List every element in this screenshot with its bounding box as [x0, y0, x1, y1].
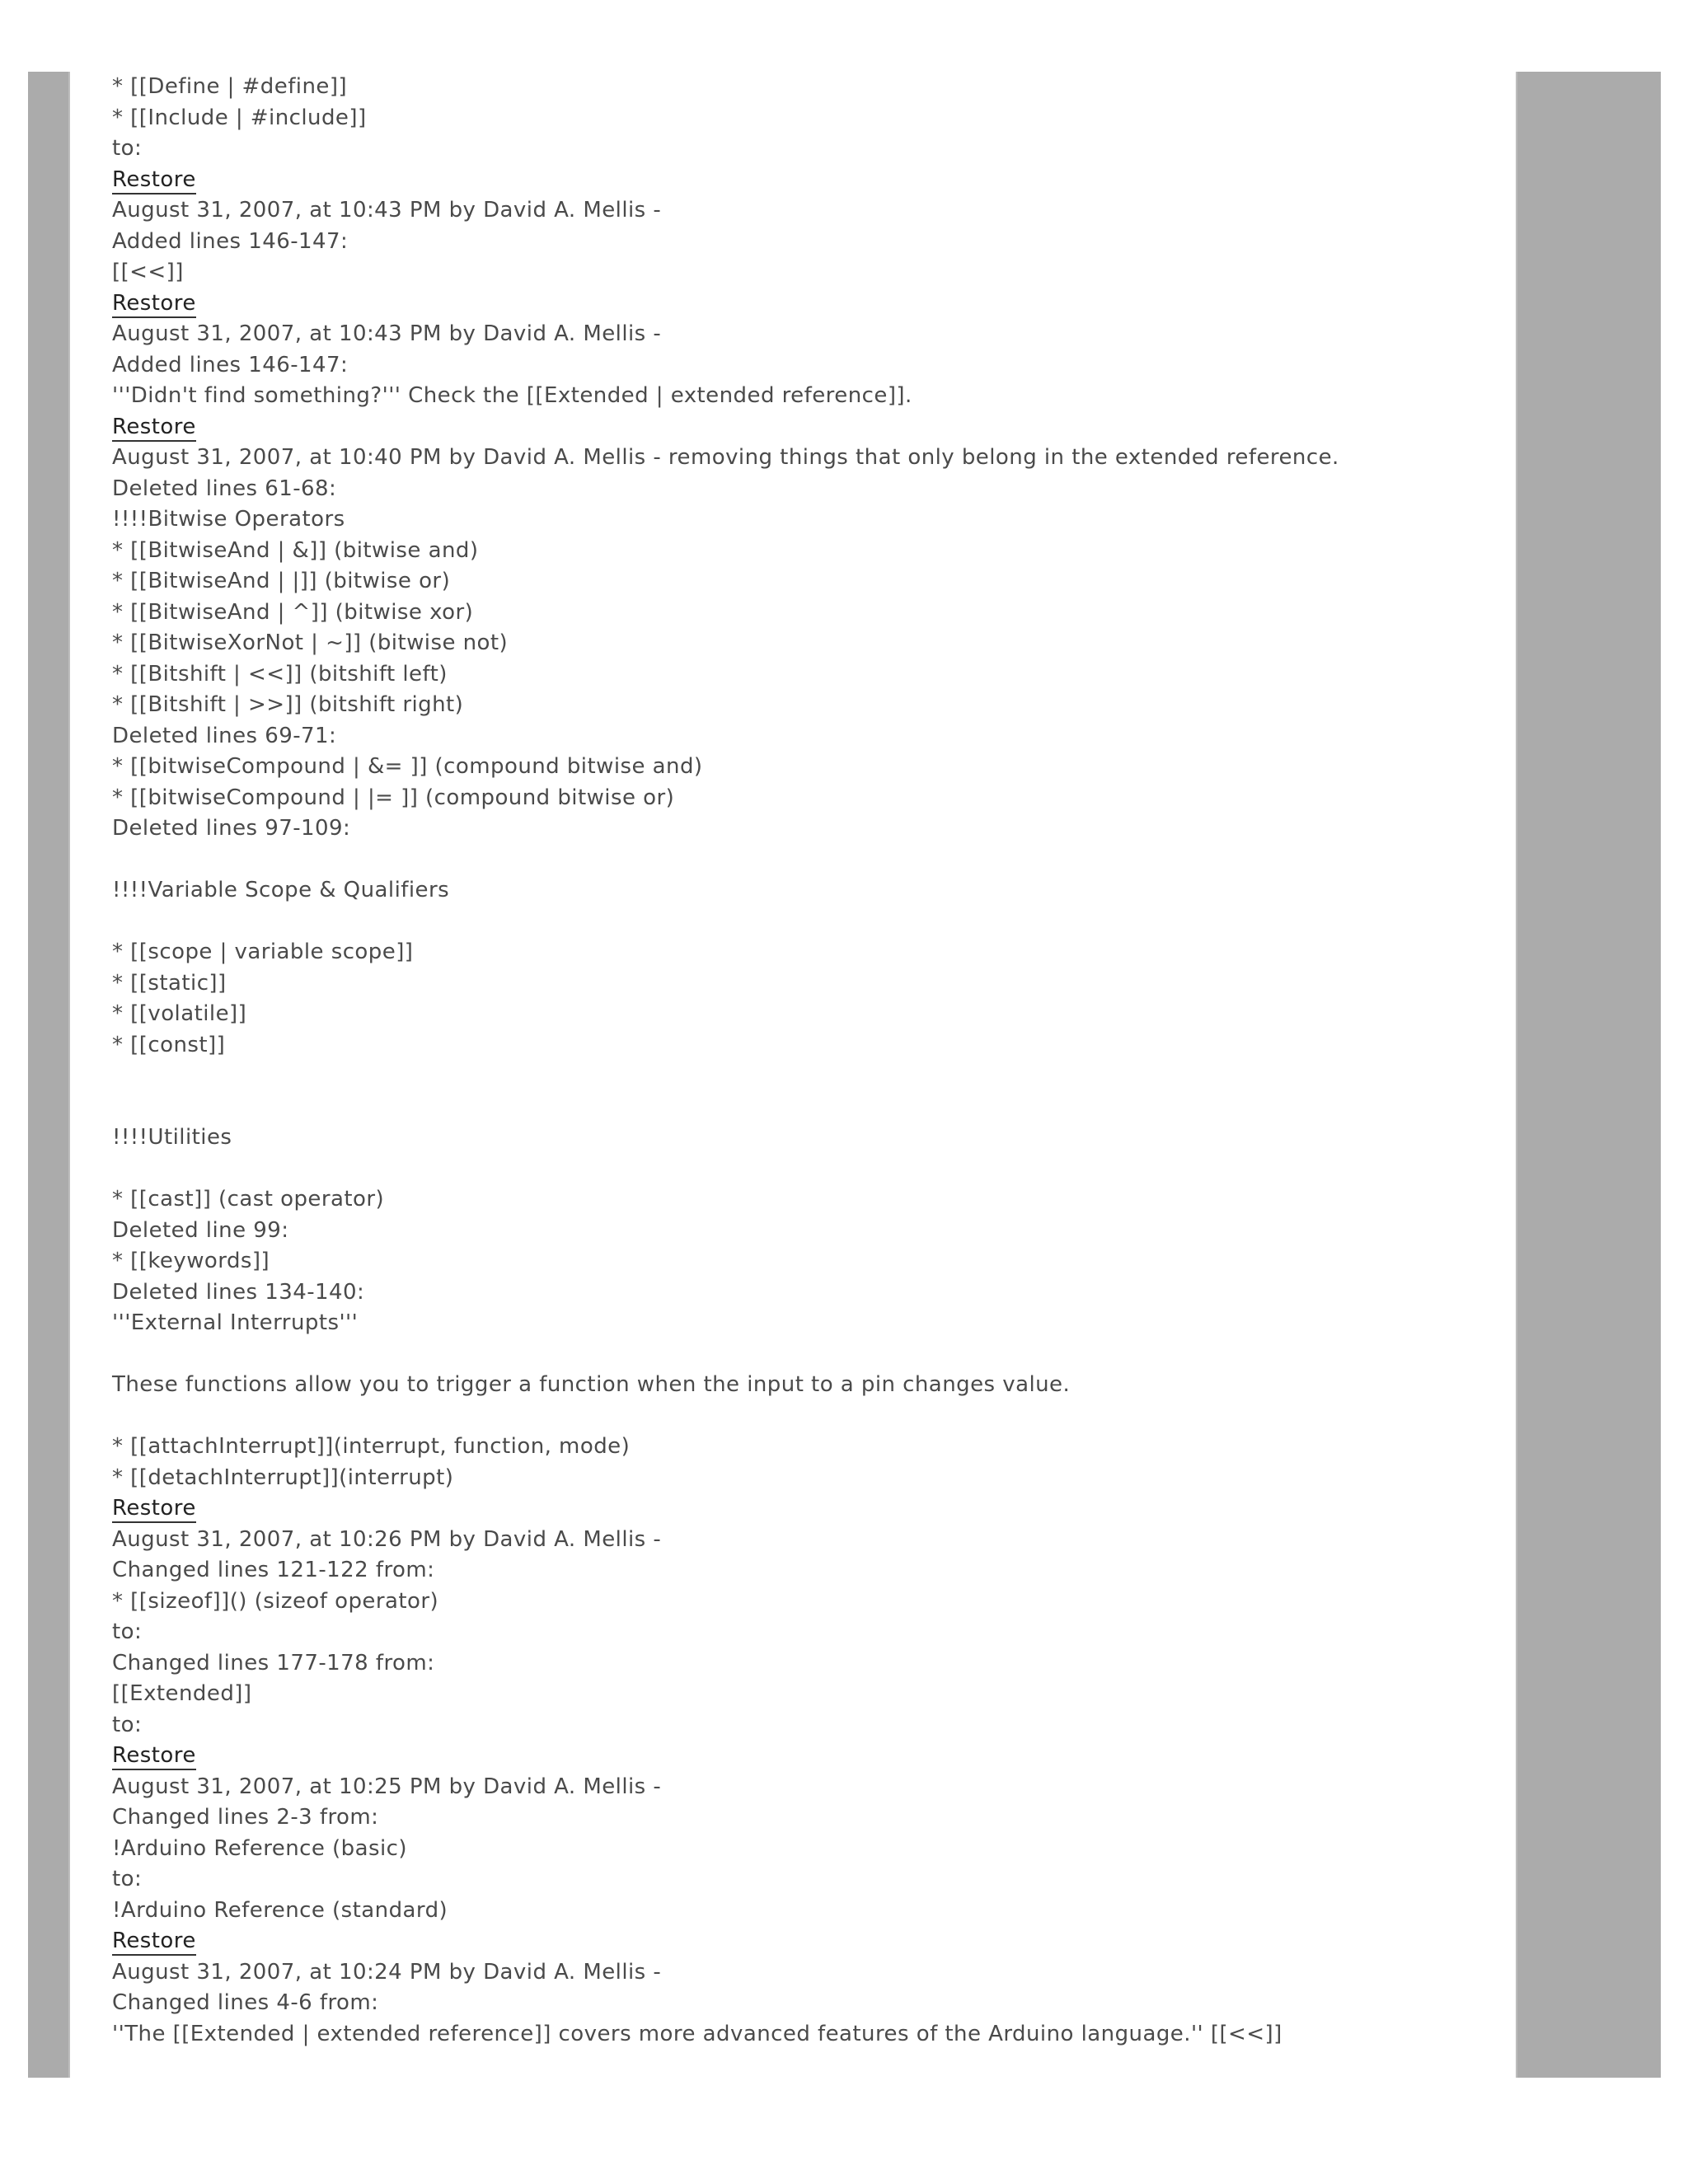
- history-line: ''The [[Extended | extended reference]] covers more advanced features of the Arduino language.'' [[<<]]: [112, 2021, 1282, 2046]
- restore-link[interactable]: Restore: [112, 167, 196, 194]
- history-line: * [[static]]: [112, 970, 227, 996]
- history-line: August 31, 2007, at 10:43 PM by David A. Mellis -: [112, 321, 662, 346]
- history-line: Added lines 146-147:: [112, 352, 349, 377]
- history-line: * [[Define | #define]]: [112, 74, 348, 99]
- history-line: * [[Include | #include]]: [112, 105, 367, 130]
- page-history-content: [112, 72, 1505, 2050]
- blank-line: [112, 1061, 1505, 1092]
- history-line: Added lines 146-147:: [112, 228, 349, 254]
- history-line: * [[volatile]]: [112, 1001, 247, 1026]
- history-line: * [[attachInterrupt]](interrupt, function, mode): [112, 1434, 631, 1459]
- history-line: * [[Bitshift | >>]] (bitshift right): [112, 692, 464, 717]
- history-line: !Arduino Reference (basic): [112, 1835, 407, 1861]
- history-line: * [[BitwiseXorNot | ~]] (bitwise not): [112, 630, 509, 655]
- history-line: Deleted lines 97-109:: [112, 816, 351, 841]
- blank-line: [112, 1092, 1505, 1123]
- history-line: Deleted line 99:: [112, 1217, 289, 1243]
- history-line: to:: [112, 136, 143, 161]
- history-line: * [[cast]] (cast operator): [112, 1187, 385, 1212]
- restore-link[interactable]: Restore: [112, 415, 196, 442]
- restore-link[interactable]: Restore: [112, 291, 196, 318]
- history-line: [[<<]]: [112, 260, 184, 284]
- history-line: August 31, 2007, at 10:43 PM by David A. Mellis -: [112, 198, 662, 223]
- history-line: !Arduino Reference (standard): [112, 1897, 448, 1923]
- history-line: Deleted lines 61-68:: [112, 476, 337, 501]
- restore-row: [112, 1741, 1505, 1772]
- history-line: * [[BitwiseAnd | &]] (bitwise and): [112, 537, 479, 563]
- blank-line: [112, 845, 1505, 876]
- history-line: '''Didn't find something?''' Check the [[Extended | extended reference]].: [112, 383, 912, 408]
- history-line: * [[bitwiseCompound | |= ]] (compound bitwise or): [112, 785, 675, 810]
- restore-row: [112, 412, 1505, 443]
- restore-link[interactable]: Restore: [112, 1743, 196, 1770]
- blank-line: [112, 1401, 1505, 1432]
- history-line: * [[keywords]]: [112, 1249, 270, 1273]
- history-line: * [[BitwiseAnd | ^]] (bitwise xor): [112, 599, 474, 625]
- restore-row: [112, 165, 1505, 196]
- history-line: Changed lines 2-3 from:: [112, 1805, 379, 1830]
- history-line: '''External Interrupts''': [112, 1310, 359, 1335]
- history-line: Changed lines 177-178 from:: [112, 1650, 435, 1675]
- history-line: August 31, 2007, at 10:26 PM by David A. Mellis -: [112, 1526, 662, 1552]
- blank-line: [112, 907, 1505, 938]
- blank-line: [112, 1154, 1505, 1185]
- history-line: [[Extended]]: [112, 1681, 252, 1706]
- restore-link[interactable]: Restore: [112, 1496, 196, 1523]
- history-line: * [[scope | variable scope]]: [112, 940, 414, 964]
- history-line: Changed lines 121-122 from:: [112, 1558, 435, 1582]
- history-line: August 31, 2007, at 10:25 PM by David A. Mellis -: [112, 1774, 662, 1799]
- history-line: These functions allow you to trigger a function when the input to a pin changes value.: [112, 1372, 1071, 1397]
- history-line: * [[BitwiseAnd | |]] (bitwise or): [112, 569, 451, 593]
- restore-row: [112, 1926, 1505, 1957]
- history-line: !!!!Variable Scope & Qualifiers: [112, 878, 450, 902]
- history-line: to:: [112, 1619, 143, 1644]
- history-line: Deleted lines 69-71:: [112, 723, 337, 748]
- restore-link[interactable]: Restore: [112, 1929, 196, 1956]
- history-line: to:: [112, 1867, 143, 1891]
- history-line: Changed lines 4-6 from:: [112, 1990, 379, 2015]
- history-line: * [[sizeof]]() (sizeof operator): [112, 1588, 439, 1614]
- restore-row: [112, 1493, 1505, 1525]
- history-line: August 31, 2007, at 10:24 PM by David A. Mellis -: [112, 1959, 662, 1985]
- blank-line: [112, 1339, 1505, 1371]
- left-sidebar-bar: [28, 72, 70, 2078]
- history-line: * [[const]]: [112, 1032, 226, 1057]
- history-line: Deleted lines 134-140:: [112, 1279, 365, 1305]
- history-line: * [[detachInterrupt]](interrupt): [112, 1465, 454, 1490]
- history-line: to:: [112, 1712, 143, 1737]
- history-line: !!!!Utilities: [112, 1125, 232, 1150]
- history-line: * [[Bitshift | <<]] (bitshift left): [112, 661, 448, 687]
- right-sidebar-bar: [1516, 72, 1661, 2078]
- history-line: !!!!Bitwise Operators: [112, 507, 345, 532]
- history-line: * [[bitwiseCompound | &= ]] (compound bitwise and): [112, 754, 703, 779]
- history-line: August 31, 2007, at 10:40 PM by David A. Mellis - removing things that only belong in the extended reference.: [112, 445, 1339, 470]
- restore-row: [112, 288, 1505, 320]
